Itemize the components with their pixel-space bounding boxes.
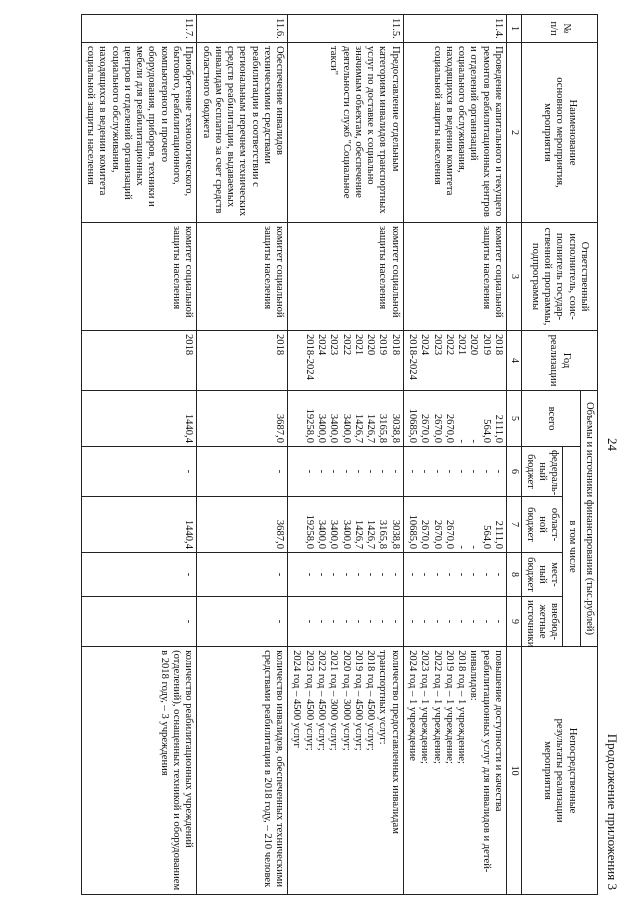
header-activity-name: Наименование основного мероприятия, мероприятия bbox=[521, 43, 597, 223]
column-number: 9 bbox=[507, 597, 522, 647]
column-number-row bbox=[507, 15, 522, 895]
header-total: всего bbox=[521, 391, 580, 447]
regional-amount: 2111,0 564,0 - - 2670,0 2670,0 2670,0 10685,0 bbox=[403, 497, 506, 553]
column-number: 3 bbox=[507, 223, 522, 331]
federal-amount: - - - - - - - - bbox=[403, 447, 506, 497]
table-row bbox=[288, 15, 404, 895]
federal-amount: - bbox=[197, 447, 288, 497]
column-number: 6 bbox=[507, 447, 522, 497]
years: 2018 2019 2020 2021 2022 2023 2024 2018-2024 bbox=[288, 331, 404, 391]
activity-name: Приобретение технологического, бытового, реабилитационного, компьютерного и прочего оборудования, приборов, техники и мебели для реабилитационных центров и отделений организаций социального обслуживания, находящихся в ведении комитета социальной защиты населения bbox=[81, 43, 197, 223]
column-number: 2 bbox=[507, 43, 522, 223]
column-number: 4 bbox=[507, 331, 522, 391]
header-result: Непосредственные результаты реализации мероприятия bbox=[521, 647, 597, 895]
extra-amount: - bbox=[197, 597, 288, 647]
column-number: 8 bbox=[507, 553, 522, 597]
activity-name: Предоставление отдельным категориям инвалидов транспортных услуг по доставке к социально значимым объектам, обеспечение деятельности служб "Социальное такси" bbox=[288, 43, 404, 223]
column-number: 1 bbox=[507, 15, 522, 43]
rotated-content bbox=[10, 14, 620, 894]
local-amount: - - - - - - - - bbox=[403, 553, 506, 597]
header-number: № п/п bbox=[521, 15, 597, 43]
regional-amount: 1440,4 bbox=[81, 497, 197, 553]
row-number: 11.4. bbox=[403, 15, 506, 43]
page-number: 24 bbox=[605, 438, 620, 451]
total-amount: 1440,4 bbox=[81, 391, 197, 447]
table-row bbox=[403, 15, 506, 895]
total-amount: 2111,0 564,0 - - 2670,0 2670,0 2670,0 10685,0 bbox=[403, 391, 506, 447]
years: 2018 bbox=[197, 331, 288, 391]
activity-name: Проведение капитального и текущего ремонтов реабилитационных центров и отделений организаций социального обслуживания, находящихся в ведении комитета социальной защиты населения bbox=[403, 43, 506, 223]
total-amount: 3038,8 3165,8 1426,7 1426,7 3400,0 3400,0 3400,0 19258,0 bbox=[288, 391, 404, 447]
funding-table bbox=[81, 14, 598, 895]
column-number: 5 bbox=[507, 391, 522, 447]
years: 2018 2019 2020 2021 2022 2023 2024 2018-2024 bbox=[403, 331, 506, 391]
header-executor: Ответственный исполнитель, соис- полнитель государ- ственной программы, подпрограммы bbox=[521, 223, 597, 331]
activity-name: Обеспечение инвалидов техническими средствами реабилитации в соответствии с региональным перечнем технических средств реабилитации, выдаваемых инвалидам бесплатно за счет средств областного бюджета bbox=[197, 43, 288, 223]
total-amount: 3687,0 bbox=[197, 391, 288, 447]
years: 2018 bbox=[81, 331, 197, 391]
header-federal: федераль- ный бюджет bbox=[521, 447, 563, 497]
header-year: Год реализации bbox=[521, 331, 597, 391]
local-amount: - bbox=[197, 553, 288, 597]
header-including: в том числе bbox=[563, 447, 580, 647]
federal-amount: - bbox=[81, 447, 197, 497]
extra-amount: - - - - - - - - bbox=[403, 597, 506, 647]
continuation-note: Продолжение приложения 3 bbox=[605, 733, 620, 890]
header-funding-group: Объемы и источники финансирования (тыс.рублей) bbox=[580, 391, 597, 647]
result: количество инвалидов, обеспеченных техническими средствами реабилитации в 2018 году, – 210 человек bbox=[197, 647, 288, 895]
column-number: 10 bbox=[507, 647, 522, 895]
executor: комитет социальной защиты населения bbox=[197, 223, 288, 331]
header-extra: внебюд- жетные источники bbox=[521, 597, 563, 647]
header-local: мест- ный бюджет bbox=[521, 553, 563, 597]
table-row bbox=[81, 15, 197, 895]
row-number: 11.7. bbox=[81, 15, 197, 43]
result: повышение доступности и качества реабилитационных услуг для инвалидов и детей-инвалидов: 2018 год – 1 учреждение; 2019 год – 1 учреждение; 2022 год – 1 учреждение; 2023 год – 1 учреждение; 2024 год – 1 учреждение bbox=[403, 647, 506, 895]
result: количество предоставленных инвалидам транспортных услуг: 2018 год – 4500 услуг; 2019 год – 4500 услуг; 2020 год – 3000 услуг; 2021 год – 3000 услуг; 2022 год – 4500 услуг; 2023 год – 4500 услуг; 2024 год – 4500 услуг bbox=[288, 647, 404, 895]
executor: комитет социальной защиты населения bbox=[403, 223, 506, 331]
column-number: 7 bbox=[507, 497, 522, 553]
extra-amount: - bbox=[81, 597, 197, 647]
regional-amount: 3038,8 3165,8 1426,7 1426,7 3400,0 3400,0 3400,0 19258,0 bbox=[288, 497, 404, 553]
row-number: 11.5. bbox=[288, 15, 404, 43]
local-amount: - - - - - - - - bbox=[288, 553, 404, 597]
header-regional: област- ной бюджет bbox=[521, 497, 563, 553]
result: количество реабилитационных учреждений (отделений), оснащенных техникой и оборудованием в 2018 году, – 3 учреждения bbox=[81, 647, 197, 895]
local-amount: - bbox=[81, 553, 197, 597]
row-number: 11.6. bbox=[197, 15, 288, 43]
executor: комитет социальной защиты населения bbox=[288, 223, 404, 331]
regional-amount: 3687,0 bbox=[197, 497, 288, 553]
federal-amount: - - - - - - - - bbox=[288, 447, 404, 497]
executor: комитет социальной защиты населения bbox=[81, 223, 197, 331]
table-row bbox=[197, 15, 288, 895]
extra-amount: - - - - - - - - bbox=[288, 597, 404, 647]
